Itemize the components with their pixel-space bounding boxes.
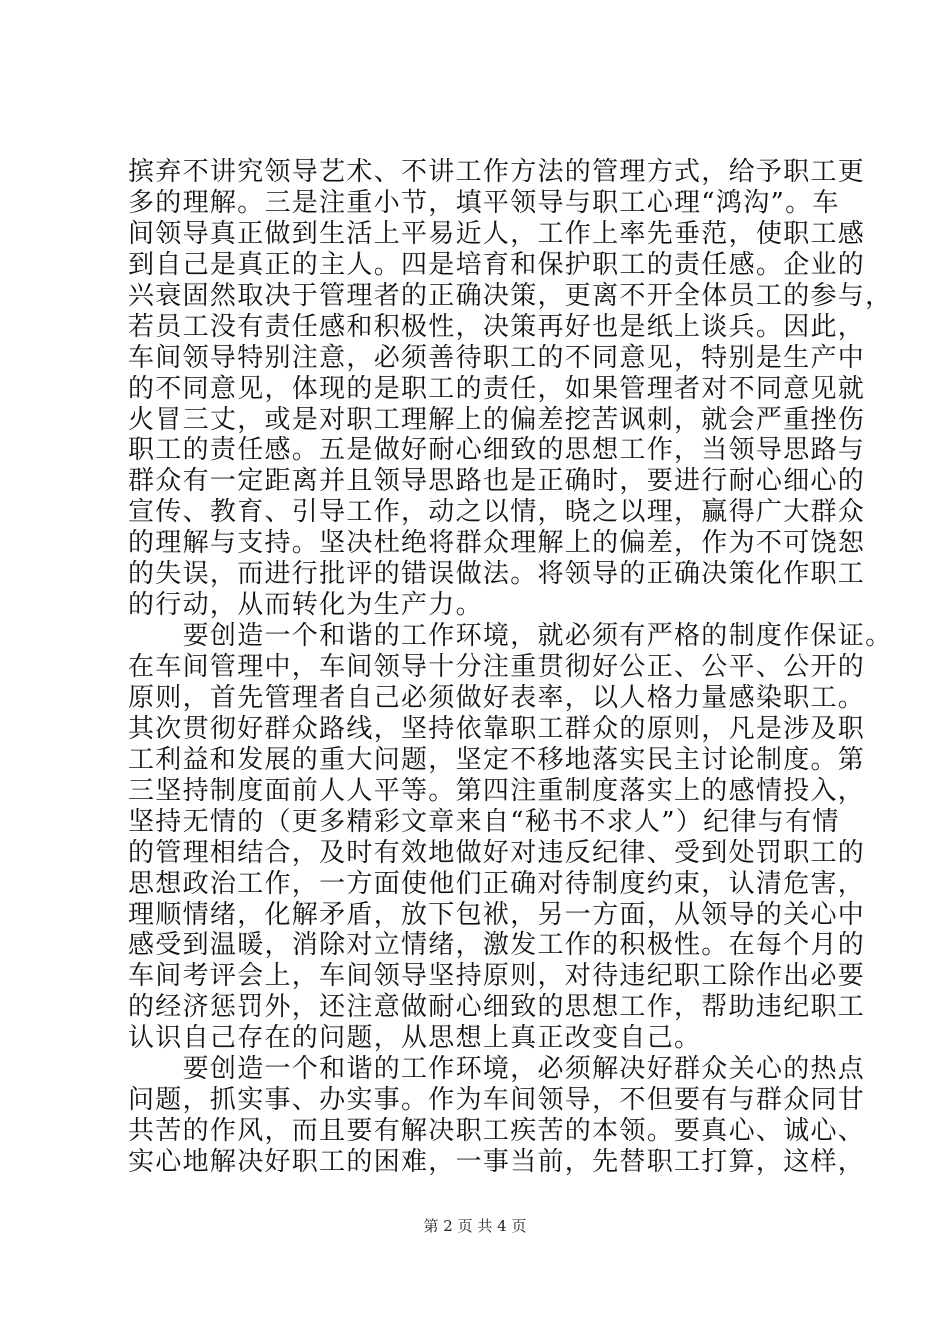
text-line: 感受到温暖，消除对立情绪，激发工作的积极性。在每个月的: [128, 930, 866, 961]
body-text: [128, 157, 893, 1178]
text-line: 多的理解。三是注重小节，填平领导与职工心理“鸿沟”。车: [128, 187, 840, 218]
text-line: 原则，首先管理者自己必须做好表率，以人格力量感染职工。: [128, 682, 866, 713]
text-line: 工利益和发展的重大问题，坚定不移地落实民主讨论制度。第: [128, 744, 866, 775]
text-line: 其次贯彻好群众路线，坚持依靠职工群众的原则，凡是涉及职: [128, 713, 866, 744]
text-line: 兴衰固然取决于管理者的正确决策，更离不开全体员工的参与，: [128, 280, 893, 311]
text-line: 要创造一个和谐的工作环境，就必须有严格的制度作保证。: [128, 621, 893, 652]
text-line: 车间领导特别注意，必须善待职工的不同意见，特别是生产中: [128, 342, 866, 373]
text-line: 火冒三丈，或是对职工理解上的偏差挖苦讽刺，就会严重挫伤: [128, 404, 866, 435]
text-line: 三坚持制度面前人人平等。第四注重制度落实上的感情投入，: [128, 775, 866, 806]
text-line: 摈弃不讲究领导艺术、不讲工作方法的管理方式，给予职工更: [128, 157, 866, 187]
text-line: 的行动，从而转化为生产力。: [128, 590, 483, 621]
text-line: 坚持无情的（更多精彩文章来自“秘书不求人”）纪律与有情: [128, 806, 840, 837]
text-line: 的理解与支持。坚决杜绝将群众理解上的偏差，作为不可饶恕: [128, 528, 866, 559]
text-line: 的不同意见，体现的是职工的责任，如果管理者对不同意见就: [128, 373, 866, 404]
text-line: 理顺情绪，化解矛盾，放下包袱，另一方面，从领导的关心中: [128, 899, 866, 930]
text-line: 要创造一个和谐的工作环境，必须解决好群众关心的热点: [128, 1054, 866, 1085]
text-line: 实心地解决好职工的困难，一事当前，先替职工打算，这样，: [128, 1147, 866, 1177]
text-line: 职工的责任感。五是做好耐心细致的思想工作，当领导思路与: [128, 435, 866, 466]
text-line: 宣传、教育、引导工作，动之以情，晓之以理，赢得广大群众: [128, 497, 866, 528]
text-line: 群众有一定距离并且领导思路也是正确时，要进行耐心细心的: [128, 466, 866, 497]
text-line: 间领导真正做到生活上平易近人，工作上率先垂范，使职工感: [128, 218, 866, 249]
page-footer: 第 2 页 共 4 页: [423, 1217, 527, 1235]
text-line: 在车间管理中，车间领导十分注重贯彻好公正、公平、公开的: [128, 652, 866, 682]
text-line: 共苦的作风，而且要有解决职工疾苦的本领。要真心、诚心、: [128, 1116, 866, 1147]
text-line: 的管理相结合，及时有效地做好对违反纪律、受到处罚职工的: [128, 837, 866, 868]
text-line: 车间考评会上，车间领导坚持原则，对待违纪职工除作出必要: [128, 961, 866, 992]
text-line: 到自己是真正的主人。四是培育和保护职工的责任感。企业的: [128, 249, 866, 280]
text-line: 思想政治工作，一方面使他们正确对待制度约束，认清危害，: [128, 868, 866, 899]
text-line: 的失误，而进行批评的错误做法。将领导的正确决策化作职工: [128, 559, 866, 590]
text-line: 的经济惩罚外，还注意做耐心细致的思想工作，帮助违纪职工: [128, 992, 866, 1023]
text-line: 问题，抓实事、办实事。作为车间领导，不但要有与群众同甘: [128, 1085, 866, 1116]
text-line: 认识自己存在的问题，从思想上真正改变自己。: [128, 1023, 702, 1054]
text-line: 若员工没有责任感和积极性，决策再好也是纸上谈兵。因此，: [128, 311, 866, 342]
